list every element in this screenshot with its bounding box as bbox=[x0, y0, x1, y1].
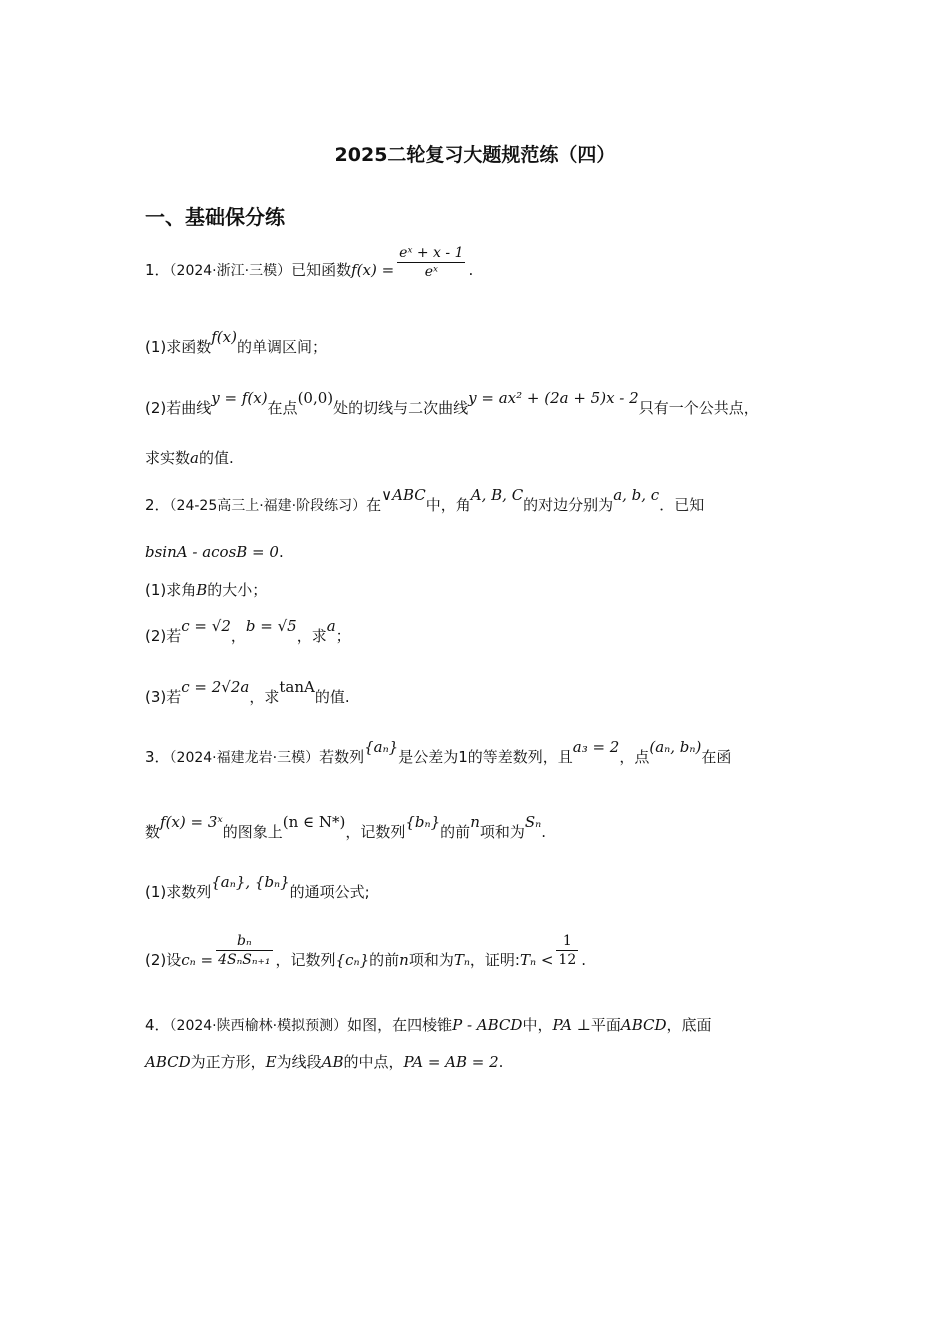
question-text: 中，角 bbox=[425, 496, 471, 514]
question-number: 3． bbox=[145, 748, 170, 766]
math-fraction bbox=[216, 932, 272, 969]
question-3 bbox=[145, 738, 732, 770]
fraction-numerator: 1 bbox=[556, 932, 578, 951]
question-4-line-2 bbox=[145, 1050, 503, 1074]
part-text: 只有一个公共点， bbox=[638, 399, 759, 417]
math-var: Sₙ bbox=[524, 813, 542, 831]
question-source: （2024·陕西榆林·模拟预测） bbox=[169, 1018, 348, 1034]
question-text: 数 bbox=[145, 823, 161, 841]
math-expr: Tₙ < bbox=[519, 951, 554, 969]
part-text: 求实数 bbox=[145, 449, 191, 467]
part-text: 的值. bbox=[198, 449, 234, 467]
question-1 bbox=[145, 245, 474, 283]
math-var: E bbox=[265, 1053, 277, 1071]
math-var: n bbox=[470, 813, 480, 831]
part-text: 项和为 bbox=[408, 951, 454, 969]
page-title: 2025二轮复习大题规范练（四） bbox=[334, 144, 616, 166]
math-expr: (0,0) bbox=[297, 389, 334, 407]
math-var: B bbox=[196, 581, 208, 599]
part-text: 的单调区间； bbox=[236, 338, 327, 356]
math-expr: cₙ = bbox=[181, 951, 214, 969]
punctuation: ， bbox=[230, 627, 246, 645]
math-expr: A, B, C bbox=[470, 486, 524, 504]
math-expr: f(x) bbox=[211, 328, 237, 346]
math-var: n bbox=[399, 951, 409, 969]
question-text: 是公差为1的等差数列，且 bbox=[398, 748, 573, 766]
question-2-part-3 bbox=[145, 678, 350, 709]
question-1-part-2 bbox=[145, 389, 759, 420]
part-label: (1)求角 bbox=[145, 581, 197, 599]
math-expr: y = f(x) bbox=[211, 389, 268, 407]
question-text: ．已知 bbox=[659, 496, 705, 514]
question-text: ，记数列 bbox=[345, 823, 406, 841]
fraction-numerator: eˣ + x - 1 bbox=[399, 245, 464, 261]
section-heading: 一、基础保分练 bbox=[145, 205, 285, 229]
question-2-part-1 bbox=[145, 578, 267, 602]
punctuation: . bbox=[581, 951, 587, 969]
math-function: f(x) = bbox=[351, 261, 395, 279]
question-text: 为线段 bbox=[276, 1053, 322, 1071]
part-label: (2)设 bbox=[145, 951, 182, 969]
question-1-part-1 bbox=[145, 328, 327, 359]
question-source: （2024·福建龙岩·三模） bbox=[169, 750, 320, 766]
question-text: 的图象上 bbox=[222, 823, 283, 841]
part-label: (1)求数列 bbox=[145, 883, 212, 901]
punctuation: . bbox=[278, 543, 284, 561]
question-text: 平面 bbox=[590, 1016, 621, 1034]
question-2-part-2 bbox=[145, 617, 351, 648]
math-fraction bbox=[556, 932, 578, 969]
part-text: 的前 bbox=[369, 951, 400, 969]
math-expr: {cₙ} bbox=[335, 951, 370, 969]
math-expr: bsinA - acosB = 0 bbox=[145, 543, 279, 561]
question-3-line-2 bbox=[145, 813, 547, 844]
question-text: ，点 bbox=[619, 748, 650, 766]
question-text: 的中点， bbox=[343, 1053, 404, 1071]
part-text: ，求 bbox=[296, 627, 327, 645]
fraction-denominator: 12 bbox=[558, 952, 577, 968]
math-expr: {aₙ}, {bₙ} bbox=[211, 873, 290, 891]
question-number: 1． bbox=[145, 261, 170, 279]
math-expr: P - ABCD bbox=[452, 1016, 523, 1034]
math-var: a bbox=[326, 617, 336, 635]
question-text: 已知函数 bbox=[291, 261, 352, 279]
math-expr: a₃ = 2 bbox=[572, 738, 620, 756]
math-expr: ∨ABC bbox=[381, 486, 426, 504]
part-text: ，证明: bbox=[469, 951, 520, 969]
question-3-part-1 bbox=[145, 873, 370, 904]
punctuation: . bbox=[541, 823, 547, 841]
punctuation: . bbox=[468, 261, 474, 279]
math-expr: f(x) = 3ˣ bbox=[160, 813, 223, 831]
math-expr: ABCD bbox=[620, 1016, 667, 1034]
math-expr: ABCD bbox=[145, 1053, 191, 1071]
question-text: 的前 bbox=[440, 823, 471, 841]
question-text: ，底面 bbox=[666, 1016, 712, 1034]
question-2-condition bbox=[145, 540, 284, 564]
fraction-denominator: eˣ bbox=[424, 264, 438, 280]
part-text: ，记数列 bbox=[275, 951, 336, 969]
question-4 bbox=[145, 1013, 712, 1038]
question-text: 中， bbox=[522, 1016, 553, 1034]
math-var: Tₙ bbox=[453, 951, 470, 969]
math-expr: tanA bbox=[279, 678, 315, 696]
part-text: ，求 bbox=[249, 688, 280, 706]
question-text: 的对边分别为 bbox=[523, 496, 614, 514]
math-expr: PA ⊥ bbox=[552, 1016, 591, 1034]
part-text: 的大小； bbox=[207, 581, 268, 599]
question-text: 为正方形， bbox=[190, 1053, 266, 1071]
part-label: (2)若曲线 bbox=[145, 399, 212, 417]
question-2 bbox=[145, 486, 705, 518]
math-expr: (aₙ, bₙ) bbox=[649, 738, 702, 756]
math-var: a bbox=[190, 449, 199, 467]
math-expr: a, b, c bbox=[613, 486, 660, 504]
part-label: (1)求函数 bbox=[145, 338, 212, 356]
part-text: 在点 bbox=[267, 399, 298, 417]
question-source: （24-25高三上·福建·阶段练习） bbox=[169, 498, 367, 514]
part-text: 处的切线与二次曲线 bbox=[333, 399, 469, 417]
part-label: (2)若 bbox=[145, 627, 182, 645]
part-label: (3)若 bbox=[145, 688, 182, 706]
math-expr: y = ax² + (2a + 5)x - 2 bbox=[468, 389, 639, 407]
question-text: 项和为 bbox=[479, 823, 525, 841]
math-expr: PA = AB = 2 bbox=[403, 1053, 499, 1071]
math-expr: AB bbox=[321, 1053, 344, 1071]
math-expr: {aₙ} bbox=[364, 738, 399, 756]
math-expr: b = √5 bbox=[245, 617, 297, 635]
question-text: 如图，在四棱锥 bbox=[347, 1016, 453, 1034]
punctuation: ； bbox=[335, 627, 351, 645]
question-text: 若数列 bbox=[319, 748, 365, 766]
part-text: 的值. bbox=[314, 688, 350, 706]
math-expr: {bₙ} bbox=[405, 813, 441, 831]
fraction-numerator: bₙ bbox=[216, 932, 272, 951]
question-number: 2． bbox=[145, 496, 170, 514]
question-text: 在函 bbox=[701, 748, 732, 766]
question-text: 在 bbox=[366, 496, 382, 514]
punctuation: . bbox=[498, 1053, 504, 1071]
question-1-part-2-continued bbox=[145, 446, 234, 470]
math-expr: c = 2√2a bbox=[181, 678, 250, 696]
math-fraction bbox=[397, 244, 465, 281]
question-3-part-2 bbox=[145, 933, 587, 972]
math-expr: (n ∈ N*) bbox=[282, 813, 346, 831]
question-source: （2024·浙江·三模） bbox=[169, 263, 292, 279]
math-expr: c = √2 bbox=[181, 617, 231, 635]
fraction-denominator: 4SₙSₙ₊₁ bbox=[218, 952, 271, 968]
question-number: 4． bbox=[145, 1016, 170, 1034]
part-text: 的通项公式; bbox=[289, 883, 370, 901]
